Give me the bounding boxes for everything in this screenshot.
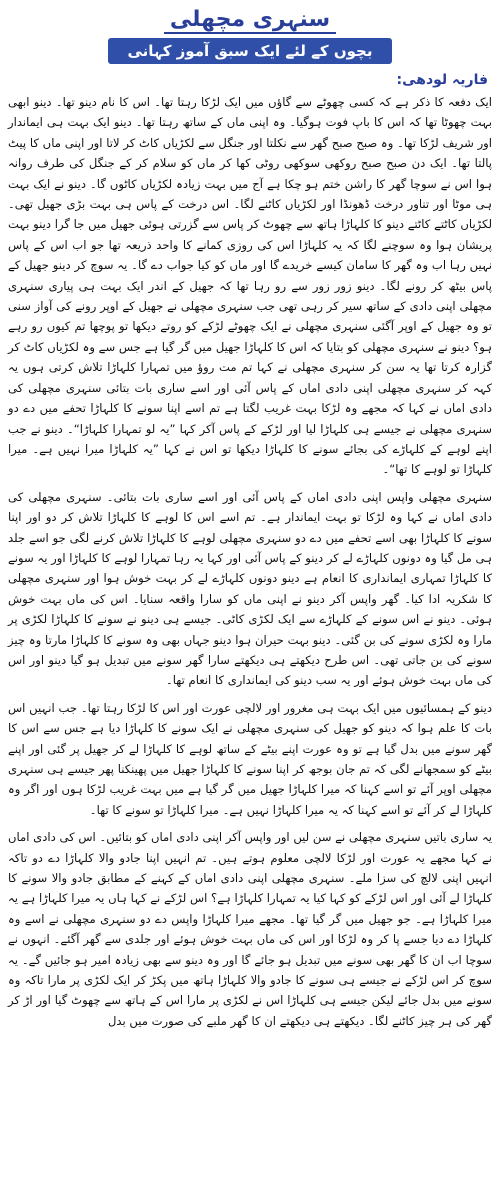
paragraph: دینو کے ہمسائیوں میں ایک بہت ہی مغرور اور لالچی عورت اور اس کا لڑکا رہتا تھا۔ جب انہیں اس بات کا علم ہوا کہ دینو کو جھیل کی سنہری مچھلی نے ایک سونے کا کلہاڑا دیا ہے جس سے اس کا گھر سونے میں بدل گیا ہے تو وہ عورت اپنے بیٹے کے ساتھ لوہے کا کلہاڑا لے کر جھیل پر گئی اور اپنے بیٹے کو سمجھانے لگی کہ تم جان بوجھ کر اپنا سونے کا کلہاڑا جھیل میں پھینکنا پھر جیسے ہی سنہری مچھلی اوپر آئے تو اسے کہنا کہ میرا کلہاڑا جھیل میں گر گیا ہے میں بہت غریب لڑکا ہوں اور اگر وہ کلہاڑا لے کر آئے تو اسے کہنا کہ یہ میرا کلہاڑا نہیں ہے۔ میرا کلہاڑا تو سونے کا تھا۔ <box>8 700 492 817</box>
paragraph: ایک دفعہ کا ذکر ہے کہ کسی چھوٹے سے گاؤں میں ایک لڑکا رہتا تھا۔ اس کا نام دینو تھا۔ دینو ابھی بہت چھوٹا تھا کہ اس کا باپ فوت ہوگیا۔ وہ اپنی ماں کے ساتھ رہتا تھا۔ دینو ایک بہت ہی ایماندار اور شریف لڑکا تھا۔ وہ صبح صبح گھر سے نکلتا اور جنگل سے لکڑیاں کاٹ کر لاتا اور اپنی ماں کا پیٹ پالتا تھا۔ ایک دن صبح صبح روکھی سوکھی روٹی کھا کر ماں کو سلام کر کے جنگل کی طرف روانہ ہوا اس نے سوچا گھر کا راشن ختم ہو چکا ہے آج میں بہت زیادہ لکڑیاں کاٹوں گا۔ دینو نے ایک بہت ہی موٹا اور تناور درخت ڈھونڈا اور لکڑیاں کاٹنے لگا۔ اس درخت کے پاس ہی بہت بڑی جھیل تھی۔ لکڑیاں کاٹتے کاٹتے دینو کا کلہاڑا ہاتھ سے چھوٹ کر پاس سے گزرتی ہوئی جھیل میں جا گرا دینو بہت پریشان ہوا وہ سوچنے لگا کہ یہ کلہاڑا اس کی روزی کمانے کا واحد ذریعہ تھا جو اب اس کے پاس نہیں رہا اب وہ گھر کا سامان کیسے خریدے گا اور ماں کو کیا جواب دے گا۔ یہ سوچ کر دینو جھیل کے پاس بیٹھ کر رونے لگا۔ دینو زور زور سے رو رہا تھا کہ جھیل کے اندر ایک بہت ہی پیاری سنہری مچھلی اپنی دادی کے ساتھ سیر کر رہی تھی جب سنہری مچھلی نے جھیل کے اوپر رونے کی آواز سنی تو وہ جھیل کے اوپر آگئی سنہری مچھلی نے ایک چھوٹے لڑکے کو روتے دیکھا تو پوچھا تم کیوں رو رہے ہو؟ دینو نے سنہری مچھلی کو بتایا کہ اس کا کلہاڑا جھیل میں گر گیا ہے جس سے وہ لکڑیاں کاٹ کر گزارہ کرتا تھا یہ سن کر سنہری مچھلی نے کہا تم مت روؤ میں تمہارا کلہاڑا تلاش کرتی ہوں یہ کہہ کر سنہری مچھلی اپنی دادی اماں کے پاس آئی اور اسے ساری بات بتائی سنہری مچھلی کی دادی اماں نے کہا کہ مجھے وہ لڑکا بہت غریب لگتا ہے تم اسے اپنا سونے کا کلہاڑا تحفے میں دے دو سنہری مچھلی نے جیسے ہی کلہاڑا لیا اور لڑکے کے پاس آکر کہا ”یہ لو تمہارا کلہاڑا“۔ دینو نے جب اپنے لوہے کے کلہاڑے کی بجائے سونے کا کلہاڑا دیکھا تو اس نے کہا ”یہ کلہاڑا میرا نہیں ہے۔ میرا کلہاڑا تو لوہے کا تھا“۔ <box>8 95 492 477</box>
paragraph: سنہری مچھلی واپس اپنی دادی اماں کے پاس آئی اور اسے ساری بات بتائی۔ سنہری مچھلی کی دادی اماں نے کہا وہ لڑکا تو بہت ایماندار ہے۔ تم اسے اس کا لوہے کا کلہاڑا تلاش کر دو اور اپنا سونے کا کلہاڑا بھی اسے تحفے میں دے دو سنہری مچھلی لوہے کا کلہاڑا تلاش کرنے لگی جو اسے جلد ہی مل گیا وہ دونوں کلہاڑے لے کر دینو کے پاس آئی اور کہا یہ رہا تمہارا لوہے کا کلہاڑا اور یہ سونے کا کلہاڑا تمہاری ایمانداری کا انعام ہے دینو دونوں کلہاڑے لے کر بہت خوش ہوا اور سنہری مچھلی کا شکریہ ادا کیا۔ گھر واپس آکر دینو نے اپنی ماں کو سارا واقعہ سنایا۔ اس کی ماں بہت خوش ہوئی۔ دینو نے اس سونے کے کلہاڑے سے ایک لکڑی کاٹی۔ جیسے ہی دینو نے سونے کا کلہاڑا لکڑی پر مارا وہ لکڑی سونے کی بن گئی۔ دینو بہت حیران ہوا دینو جہاں بھی وہ سونے کا کلہاڑا مارتا وہ چیز سونے کی بن جاتی تھی۔ اس طرح دیکھتے ہی دیکھتے سارا گھر سونے میں تبدیل ہو گیا دینو اور اس کی ماں بہت خوش ہوئے اور یہ سب دینو کی ایمانداری کا انعام تھا۔ <box>8 489 492 688</box>
subtitle-banner: بچوں کے لئے ایک سبق آموز کہانی <box>108 38 392 64</box>
story-body <box>8 92 492 1038</box>
story-title <box>0 6 500 34</box>
story-title-text: سنہری مچھلی <box>164 7 336 34</box>
paragraph: یہ ساری باتیں سنہری مچھلی نے سن لیں اور واپس آکر اپنی دادی اماں کو بتائیں۔ اس کی دادی اماں نے کہا مجھے یہ عورت اور لڑکا لالچی معلوم ہوتے ہیں۔ تم انہیں اپنا جادو والا کلہاڑا دے دو تاکہ انہیں اپنی لالچ کی سزا ملے۔ سنہری مچھلی اپنی دادی اماں کے کہنے کے مطابق جادو والا سونے کا کلہاڑا لے آئی اور اس لڑکے کو کہا کیا یہ تمہارا کلہاڑا ہے؟ اس لڑکے نے کہا ہاں یہ میرا کلہاڑا ہے یہ میرا کلہاڑا ہے۔ جو جھیل میں گر گیا تھا۔ مجھے میرا کلہاڑا واپس دے دو سنہری مچھلی نے اسے وہ کلہاڑا دے دیا جسے پا کر وہ لڑکا اور اس کی ماں بہت خوش ہوئے اور جلدی سے گھر آگئے۔ انہوں نے سوچا اب ان کا گھر بھی سونے میں تبدیل ہو جائے گا اور وہ دینو سے بھی زیادہ امیر ہو جائیں گے۔ یہ سوچ کر اس لڑکے نے جیسے ہی سونے کا جادو والا کلہاڑا ہاتھ میں پکڑ کر ایک لکڑی پر مارا تاکہ وہ سونے میں بدل جائے لیکن جیسے ہی کلہاڑا اس نے لکڑی پر مارا اس کے ہاتھ سے چھوٹ گیا اور اڑ کر گھر کی ہر چیز کاٹنے لگا۔ دیکھتے ہی دیکھتے ان کا گھر ملبے کی صورت میں بدل <box>8 830 492 1028</box>
author-name: فاریہ لودھی: <box>396 72 488 88</box>
